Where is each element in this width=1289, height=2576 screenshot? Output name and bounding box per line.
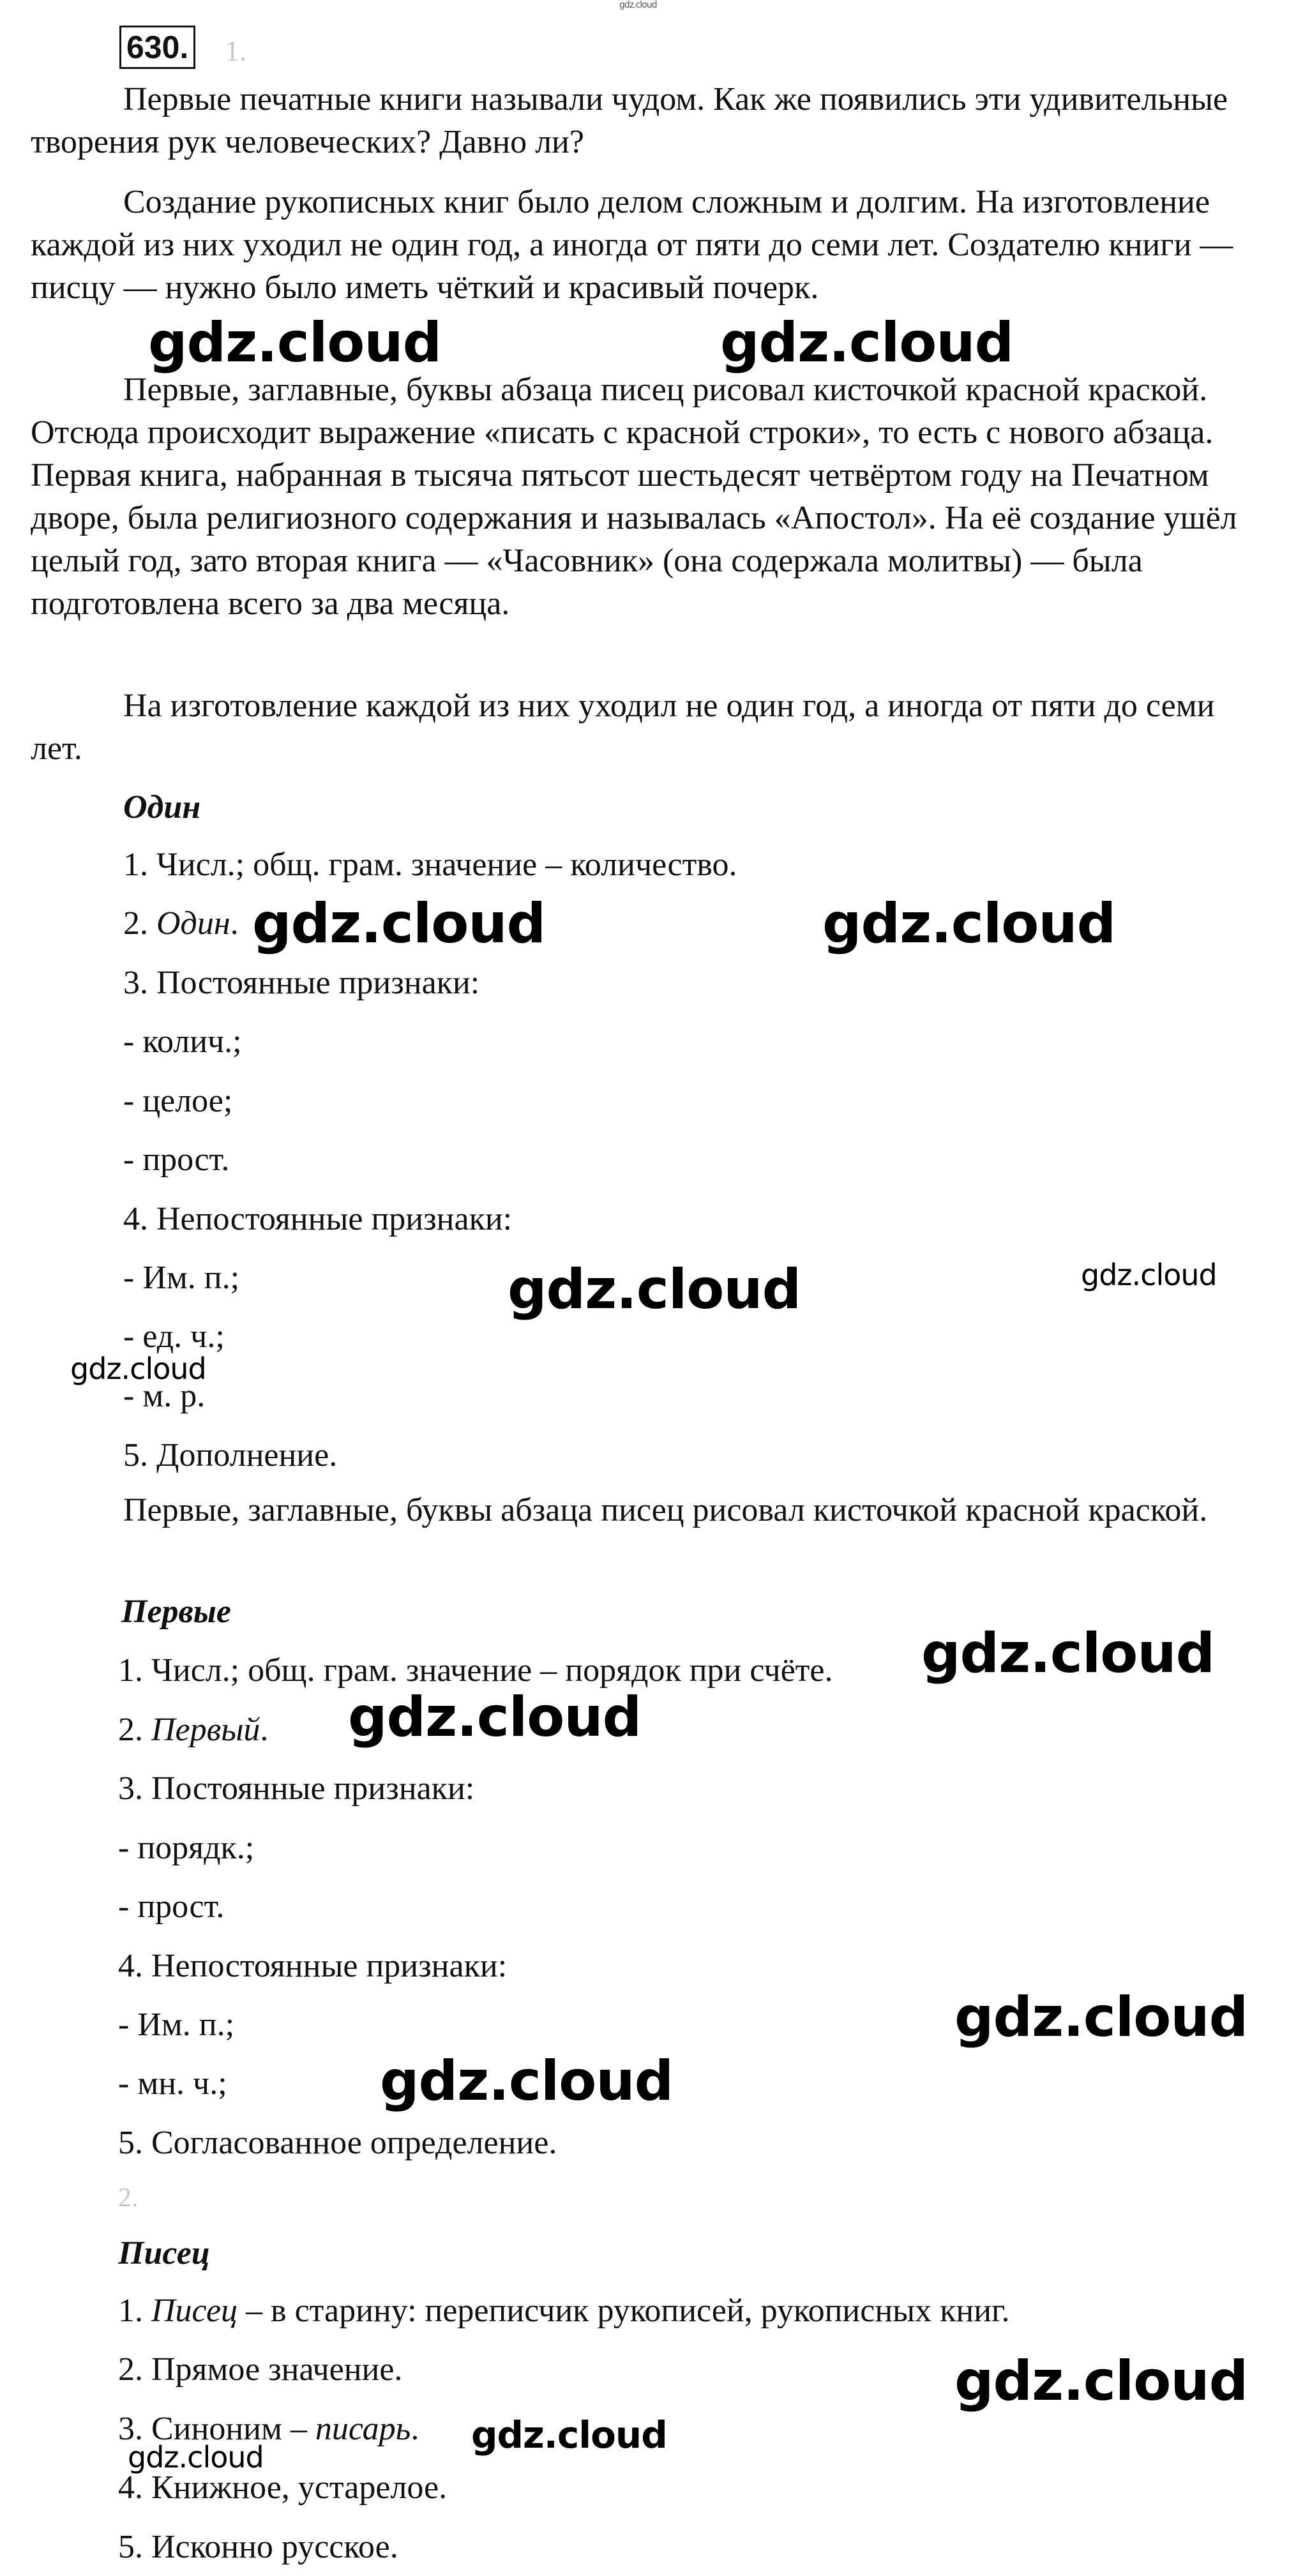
watermark: gdz.cloud xyxy=(954,2349,1248,2413)
one-line-2: 2. Один. xyxy=(123,905,239,942)
watermark: gdz.cloud xyxy=(348,1685,642,1749)
watermark: gdz.cloud xyxy=(471,2413,667,2457)
scribe-line-3: 3. Синоним – писарь. xyxy=(118,2411,419,2447)
first-line-3: 3. Постоянные признаки: xyxy=(118,1770,475,1807)
part1-marker: 1. xyxy=(225,34,247,67)
scribe-line-4: 4. Книжное, устарелое. xyxy=(118,2469,448,2506)
one-line-10: - м. р. xyxy=(123,1378,206,1414)
watermark: gdz.cloud xyxy=(148,311,442,375)
one-line-3: 3. Постоянные признаки: xyxy=(123,965,480,1001)
one-line-9: - ед. ч.; xyxy=(123,1318,225,1355)
first-line-5: - прост. xyxy=(118,1888,225,1925)
watermark: gdz.cloud xyxy=(921,1622,1215,1685)
first-line-4: - порядк.; xyxy=(118,1830,255,1866)
watermark: gdz.cloud xyxy=(128,2440,264,2474)
one-line-1: 1. Числ.; общ. грам. значение – количество. xyxy=(123,847,737,883)
first-line-8: - мн. ч.; xyxy=(118,2065,227,2102)
one-line-7: 4. Непостоянные признаки: xyxy=(123,1201,513,1237)
one-line-8: - Им. п.; xyxy=(123,1260,240,1296)
paragraph-1: Первые печатные книги называли чудом. Как же появились эти удивительные творения рук человеческих? Давно ли? xyxy=(31,81,1228,160)
watermark: gdz.cloud xyxy=(70,1352,206,1386)
watermark: gdz.cloud xyxy=(720,311,1014,375)
heading-one: Один xyxy=(123,789,201,825)
watermark: gdz.cloud xyxy=(508,1258,801,1322)
watermark: gdz.cloud xyxy=(1081,1258,1217,1292)
heading-first: Первые xyxy=(121,1593,231,1630)
part2-marker: 2. xyxy=(118,2183,139,2213)
top-watermark: gdz.cloud xyxy=(619,0,657,10)
one-line-4: - колич.; xyxy=(123,1023,242,1060)
scribe-line-5: 5. Исконно русское. xyxy=(118,2529,398,2565)
first-line-2: 2. Первый. xyxy=(118,1712,269,1748)
watermark: gdz.cloud xyxy=(954,1985,1248,2049)
first-line-6: 4. Непостоянные признаки: xyxy=(118,1948,508,1984)
watermark: gdz.cloud xyxy=(252,892,546,956)
first-line-1: 1. Числ.; общ. грам. значение – порядок при счёте. xyxy=(118,1652,833,1689)
scribe-line-1: 1. Писец – в старину: переписчик рукописей, рукописных книг. xyxy=(118,2293,1010,2329)
one-line-6: - прост. xyxy=(123,1141,230,1178)
heading-scribe: Писец xyxy=(118,2235,210,2271)
one-line-11: 5. Дополнение. xyxy=(123,1437,338,1473)
paragraph-2: Создание рукописных книг было делом сложным и долгим. На изготовление каждой из них уходил не один год, а иногда от пяти до семи лет. Создателю книги — писцу — нужно было иметь чёткий и красивый почерк. xyxy=(31,184,1233,306)
first-line-7: - Им. п.; xyxy=(118,2007,235,2043)
watermark: gdz.cloud xyxy=(380,2049,674,2113)
paragraph-4: На изготовление каждой из них уходил не один год, а иногда от пяти до семи лет. xyxy=(31,688,1215,767)
watermark: gdz.cloud xyxy=(822,892,1116,956)
sentence-2: Первые, заглавные, буквы абзаца писец рисовал кисточкой красной краской. xyxy=(123,1492,1208,1528)
first-line-9: 5. Согласованное определение. xyxy=(118,2125,557,2161)
paragraph-3: Первые, заглавные, буквы абзаца писец рисовал кисточкой красной краской. Отсюда происходит выражение «писать с красной строки», то есть с нового абзаца. Первая книга, набранная в тысяча пятьсот шестьдесят четвёртом году на Печатном дворе, была религиозного содержания и называлась «Апостол». На её создание ушёл целый год, зато вторая книга — «Часовник» (она содержала молитвы) — была подготовлена всего за два месяца. xyxy=(31,372,1237,622)
one-line-5: - целое; xyxy=(123,1083,233,1119)
scribe-line-2: 2. Прямое значение. xyxy=(118,2351,403,2388)
exercise-number: 630. xyxy=(119,26,195,69)
